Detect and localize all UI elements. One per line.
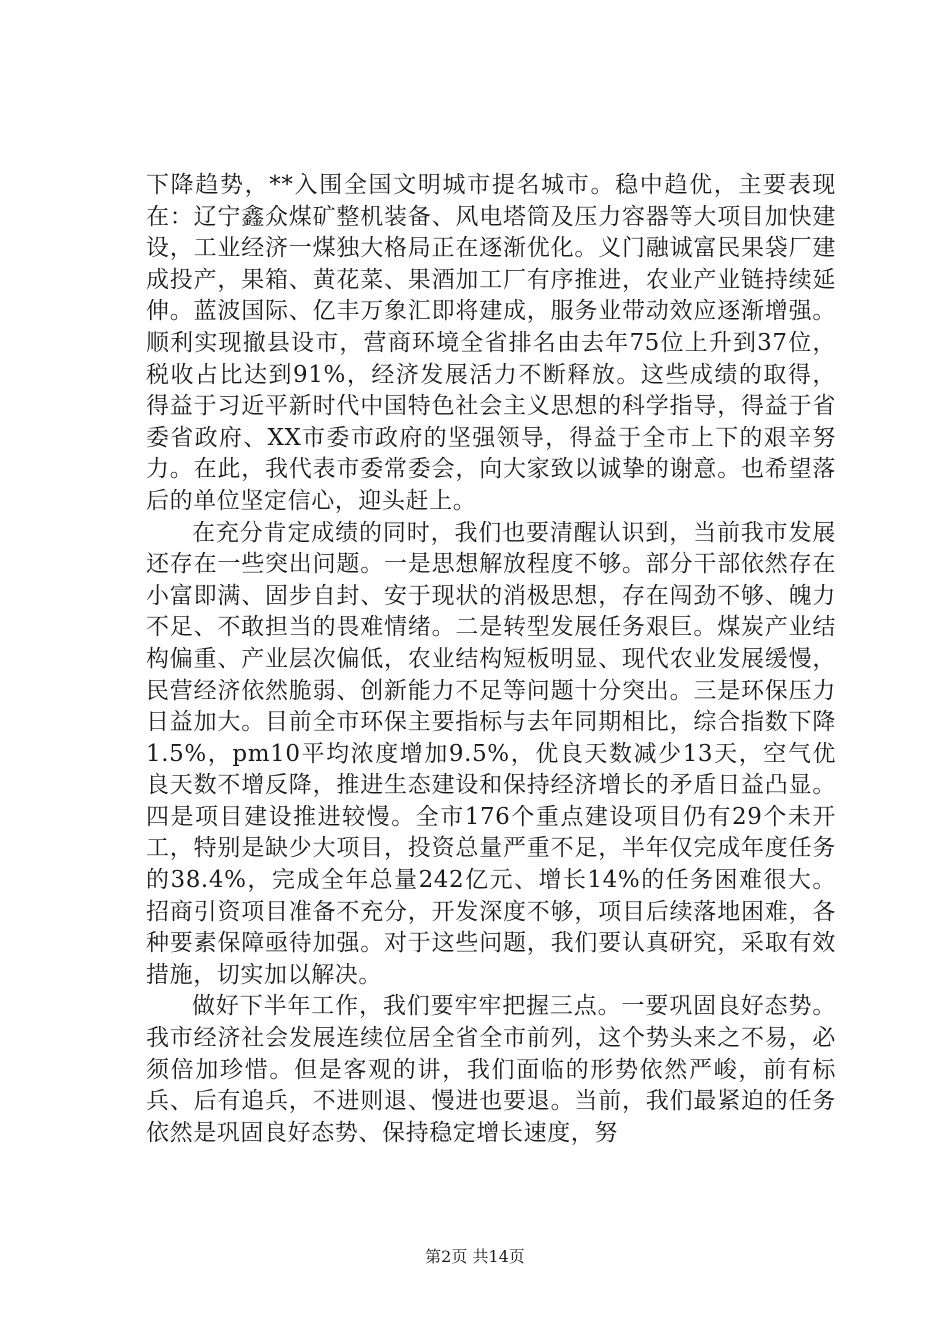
paragraph-continued: 下降趋势，**入围全国文明城市提名城市。稳中趋优，主要表现在：辽宁鑫众煤矿整机装备、风电塔筒及压力容器等大项目加快建设，工业经济一煤独大格局正在逐渐优化。义门融诚富民果袋厂建成投产，果箱、黄花菜、果酒加工厂有序推进，农业产业链持续延伸。蓝波国际、亿丰万象汇即将建成，服务业带动效应逐渐增强。顺利实现撤县设市，营商环境全省排名由去年75位上升到37位，税收占比达到91%，经济发展活力不断释放。这些成绩的取得，得益于习近平新时代中国特色社会主义思想的科学指导，得益于省委省政府、XX市委市政府的坚强领导，得益于全市上下的艰辛努力。在此，我代表市委常委会，向大家致以诚挚的谢意。也希望落后的单位坚定信心，迎头赶上。	[146, 172, 836, 514]
document-body	[146, 170, 836, 1149]
page-number-footer: 第2页 共14页	[425, 1247, 525, 1266]
paragraph: 做好下半年工作，我们要牢牢把握三点。一要巩固良好态势。我市经济社会发展连续位居全省全市前列，这个势头来之不易，必须倍加珍惜。但是客观的讲，我们面临的形势依然严峻，前有标兵、后有追兵，不进则退、慢进也要退。当前，我们最紧迫的任务依然是巩固良好态势、保持稳定增长速度，努	[146, 993, 836, 1146]
paragraph: 在充分肯定成绩的同时，我们也要清醒认识到，当前我市发展还存在一些突出问题。一是思想解放程度不够。部分干部依然存在小富即满、固步自封、安于现状的消极思想，存在闯劲不够、魄力不足、不敢担当的畏难情绪。二是转型发展任务艰巨。煤炭产业结构偏重、产业层次偏低，农业结构短板明显、现代农业发展缓慢，民营经济依然脆弱、创新能力不足等问题十分突出。三是环保压力日益加大。目前全市环保主要指标与去年同期相比，综合指数下降1.5%，pm10平均浓度增加9.5%，优良天数减少13天，空气优良天数不增反降，推进生态建设和保持经济增长的矛盾日益凸显。四是项目建设推进较慢。全市176个重点建设项目仍有29个未开工，特别是缺少大项目，投资总量严重不足，半年仅完成年度任务的38.4%，完成全年总量242亿元、增长14%的任务困难很大。招商引资项目准备不充分，开发深度不够，项目后续落地困难，各种要素保障亟待加强。对于这些问题，我们要认真研究，采取有效措施，切实加以解决。	[146, 519, 836, 988]
